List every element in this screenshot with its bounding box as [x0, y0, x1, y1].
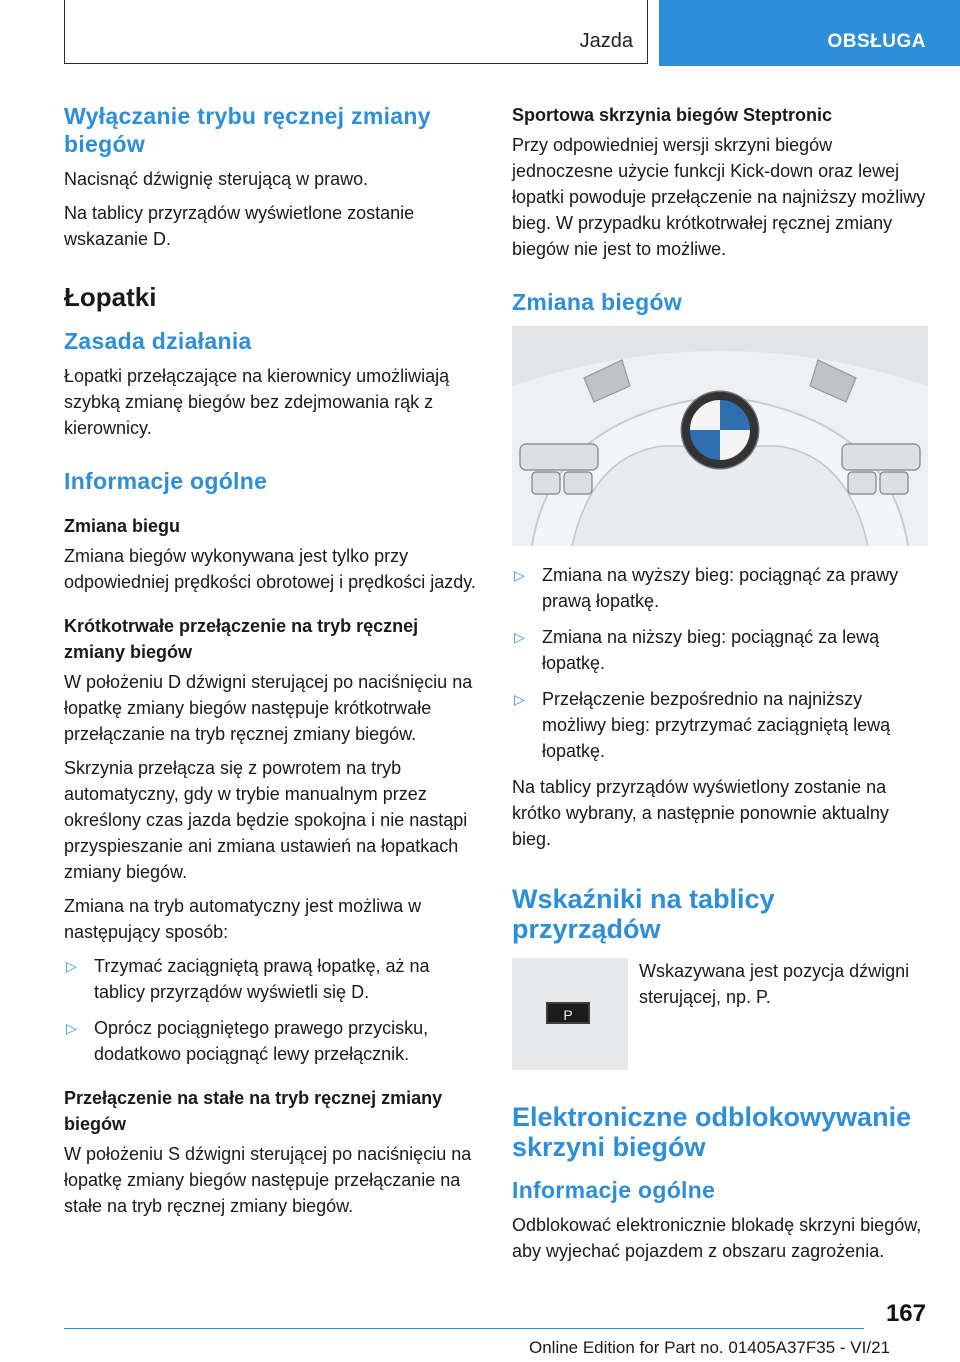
- section-title-gear-shifting: Zmiana biegów: [512, 289, 683, 315]
- footer-divider: [64, 1328, 864, 1329]
- footer-edition: Online Edition for Part no. 01405A37F35 - VI/21: [528, 1338, 890, 1357]
- gear-indicator-illustration: [512, 958, 628, 1070]
- triangle-bullet-icon: ▷: [66, 958, 77, 974]
- list-item: ▷ Trzymać zaciągniętą prawą łopatkę, aż na tablicy przyrządów wyświetli się D.: [64, 953, 484, 1005]
- triangle-bullet-icon: ▷: [514, 629, 525, 645]
- right-column: [512, 102, 928, 1272]
- page-number: 167: [885, 1300, 926, 1327]
- paragraph: Zmiana biegów wykonywana jest tylko przy odpowiedniej prędkości obrotowej i prędkości jazdy.: [64, 546, 476, 592]
- paragraph: Na tablicy przyrządów wyświetlone zostanie wskazanie D.: [64, 203, 415, 249]
- chapter-title-electronic-unlock: Elektroniczne odblokowywanie skrzyni biegów: [512, 1102, 912, 1162]
- paragraph: Na tablicy przyrządów wyświetlony zostanie na krótko wybrany, a następnie ponownie aktualny bieg.: [512, 777, 889, 849]
- paragraph: W położeniu S dźwigni sterującej po naciśnięciu na łopatkę zmiany biegów następuje przełączanie na stałe na tryb ręcznej zmiany biegów.: [64, 1144, 472, 1216]
- indicator-figure-row: [512, 958, 928, 1070]
- triangle-bullet-icon: ▷: [66, 1020, 77, 1036]
- paragraph: Odblokować elektronicznie blokadę skrzyni biegów, aby wyjechać pojazdem z obszaru zagrożenia.: [512, 1215, 922, 1261]
- header-section-label: Jazda: [579, 30, 633, 52]
- paragraph: Wskazywana jest pozycja dźwigni sterującej, np. P.: [639, 961, 910, 1007]
- header-chapter-label: OBSŁUGA: [827, 31, 926, 52]
- list-item: ▷ Oprócz pociągniętego prawego przycisku, dodatkowo pociągnąć lewy przełącznik.: [64, 1015, 484, 1067]
- paragraph: Zmiana na tryb automatyczny jest możliwa w następujący sposób:: [64, 896, 422, 942]
- subsection-title-steptronic: Sportowa skrzynia biegów Steptronic: [512, 105, 833, 125]
- section-title-manual-off: Wyłączanie trybu ręcznej zmiany biegów: [64, 103, 431, 157]
- header-frame: [64, 0, 648, 64]
- gear-indicator-box: P: [546, 1002, 590, 1024]
- list-item: ▷ Przełączenie bezpośrednio na najniższy możliwy bieg: przytrzymać zaciągniętą lewą łopatkę.: [512, 686, 928, 764]
- triangle-bullet-icon: ▷: [514, 691, 525, 707]
- left-column: [64, 102, 484, 1227]
- subsection-title-temporary-manual: Krótkotrwałe przełączenie na tryb ręcznej zmiany biegów: [64, 616, 419, 662]
- paragraph: Nacisnąć dźwignię sterującą w prawo.: [64, 169, 369, 189]
- section-title-general-info: Informacje ogólne: [512, 1177, 716, 1203]
- list-item: ▷ Zmiana na niższy bieg: pociągnąć za lewą łopatkę.: [512, 624, 928, 676]
- paragraph: Skrzynia przełącza się z powrotem na tryb automatyczny, gdy w trybie manualnym przez określony czas jazda będzie spokojna i nie nastąpi przyspieszanie ani zmiana ustawień na łopatkach zmiany biegów.: [64, 758, 468, 882]
- chapter-title-lopatki: Łopatki: [64, 282, 157, 312]
- subsection-title-permanent-manual: Przełączenie na stałe na tryb ręcznej zmiany biegów: [64, 1088, 443, 1134]
- list-item: ▷ Zmiana na wyższy bieg: pociągnąć za prawy prawą łopatkę.: [512, 562, 928, 614]
- bullet-list: [64, 953, 484, 1067]
- paragraph: Przy odpowiedniej wersji skrzyni biegów jednoczesne użycie funkcji Kick-down oraz lewej łopatki powoduje przełączenie na najniższy możliwy bieg. W przypadku krótkotrwałej ręcznej zmiany biegów nie jest to możliwe.: [512, 135, 926, 259]
- paragraph: Łopatki przełączające na kierownicy umożliwiają szybką zmianę biegów bez zdejmowania rąk z kierownicy.: [64, 366, 450, 438]
- section-title-principle: Zasada działania: [64, 328, 252, 354]
- paragraph: W położeniu D dźwigni sterującej po naciśnięciu na łopatkę zmiany biegów następuje krótkotrwałe przełączanie na tryb ręcznej zmiany biegów.: [64, 672, 473, 744]
- bullet-list: [512, 562, 928, 764]
- subsection-title-gear-change: Zmiana biegu: [64, 516, 181, 536]
- steering-wheel-illustration: [512, 326, 928, 546]
- chapter-title-indicators: Wskaźniki na tablicy przyrządów: [512, 884, 775, 944]
- header-chapter-tab: [659, 0, 960, 66]
- triangle-bullet-icon: ▷: [514, 567, 525, 583]
- section-title-general-info: Informacje ogólne: [64, 468, 268, 494]
